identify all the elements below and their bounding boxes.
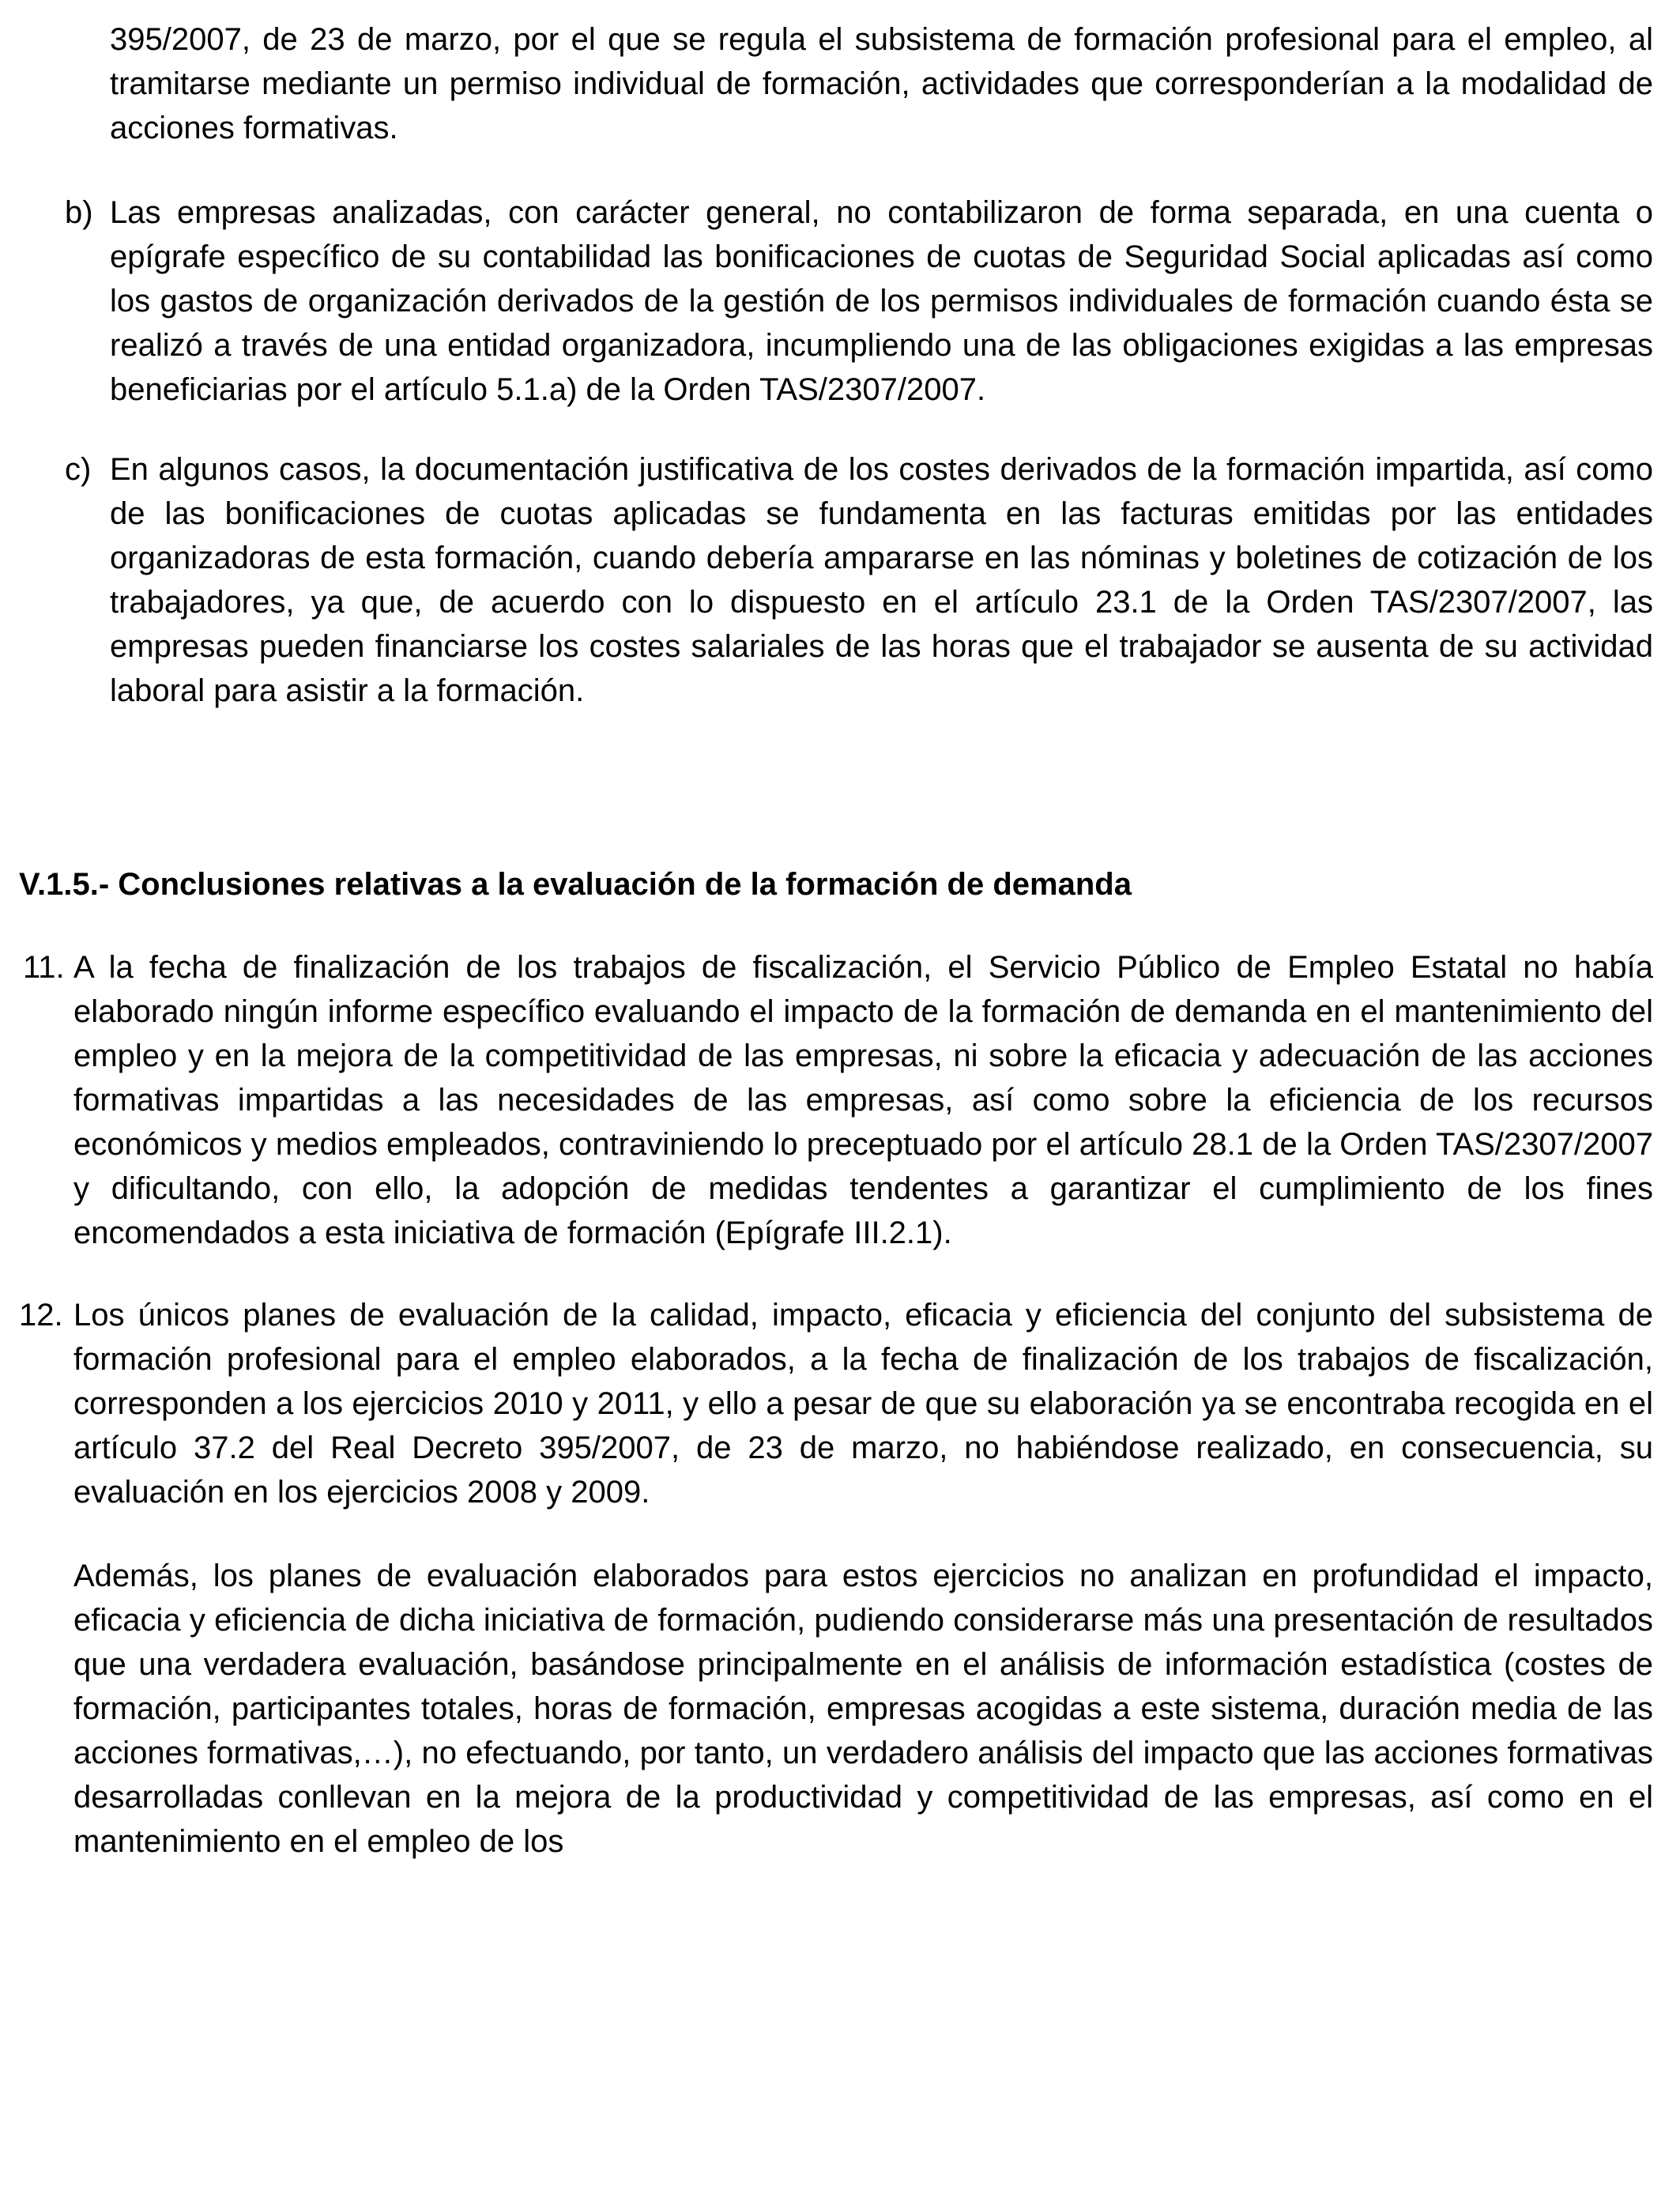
list-item-c — [110, 447, 1653, 713]
list-item-b-text: Las empresas analizadas, con carácter general, no contabilizaron de forma separada, en una cuenta o epígrafe específico de su contabilidad las bonificaciones de cuotas de Seguridad Social aplicadas así como los gastos de organización derivados de la gestión de los permisos individuales de formación cuando ésta se realizó a través de una entidad organizadora, incumpliendo una de las obligaciones exigidas a las empresas beneficiarias por el artículo 5.1.a) de la Orden TAS/2307/2007. — [110, 195, 1653, 407]
intro-continuation-paragraph — [110, 17, 1653, 150]
conclusion-12 — [73, 1293, 1653, 1514]
list-item-b — [110, 190, 1653, 412]
list-item-c-text: En algunos casos, la documentación justificativa de los costes derivados de la formación impartida, así como de las bonificaciones de cuotas aplicadas se fundamenta en las facturas emitidas por las entidades organizadoras de esta formación, cuando debería ampararse en las nóminas y boletines de cotización de los trabajadores, ya que, de acuerdo con lo dispuesto en el artículo 23.1 de la Orden TAS/2307/2007, las empresas pueden financiarse los costes salariales de las horas que el trabajador se ausenta de su actividad laboral para asistir a la formación. — [110, 452, 1653, 708]
conclusion-12-continuation — [73, 1554, 1653, 1864]
list-marker-c: c) — [65, 452, 92, 487]
conclusion-11 — [73, 945, 1653, 1255]
conclusion-12-text: Los únicos planes de evaluación de la calidad, impacto, eficacia y eficiencia del conjunto del subsistema de formación profesional para el empleo elaborados, a la fecha de finalización de los trabajos de fiscalización, corresponden a los ejercicios 2010 y 2011, y ello a pesar de que su elaboración ya se encontraba recogida en el artículo 37.2 del Real Decreto 395/2007, de 23 de marzo, no habiéndose realizado, en consecuencia, su evaluación en los ejercicios 2008 y 2009. — [73, 1298, 1653, 1510]
conclusion-number-11: 11. — [23, 950, 65, 985]
conclusion-11-text: A la fecha de finalización de los trabajos de fiscalización, el Servicio Público de Empleo Estatal no había elaborado ningún informe específico evaluando el impacto de la formación de demanda en el mantenimiento del empleo y en la mejora de la competitividad de las empresas, ni sobre la eficacia y adecuación de las acciones formativas impartidas a las necesidades de las empresas, así como sobre la eficiencia de los recursos económicos y medios empleados, contraviniendo lo preceptuado por el artículo 28.1 de la Orden TAS/2307/2007 y dificultando, con ello, la adopción de medidas tendentes a garantizar el cumplimiento de los fines encomendados a esta iniciativa de formación (Epígrafe III.2.1). — [73, 950, 1653, 1250]
conclusion-12-continuation-text: Además, los planes de evaluación elaborados para estos ejercicios no analizan en profundidad el impacto, eficacia y eficiencia de dicha iniciativa de formación, pudiendo considerarse más una presentación de resultados que una verdadera evaluación, basándose principalmente en el análisis de información estadística (costes de formación, participantes totales, horas de formación, empresas acogidas a este sistema, duración media de las acciones formativas,…), no efectuando, por tanto, un verdadero análisis del impacto que las acciones formativas desarrolladas conllevan en la mejora de la productividad y competitividad de las empresas, así como en el mantenimiento en el empleo de los — [73, 1559, 1653, 1859]
conclusion-number-12: 12. — [19, 1298, 63, 1333]
section-heading: V.1.5.- Conclusiones relativas a la evaluación de la formación de demanda — [19, 867, 1132, 902]
intro-continuation-text: 395/2007, de 23 de marzo, por el que se regula el subsistema de formación profesional para el empleo, al tramitarse mediante un permiso individual de formación, actividades que corresponderían a la modalidad de acciones formativas. — [110, 22, 1653, 145]
list-marker-b: b) — [65, 195, 93, 230]
